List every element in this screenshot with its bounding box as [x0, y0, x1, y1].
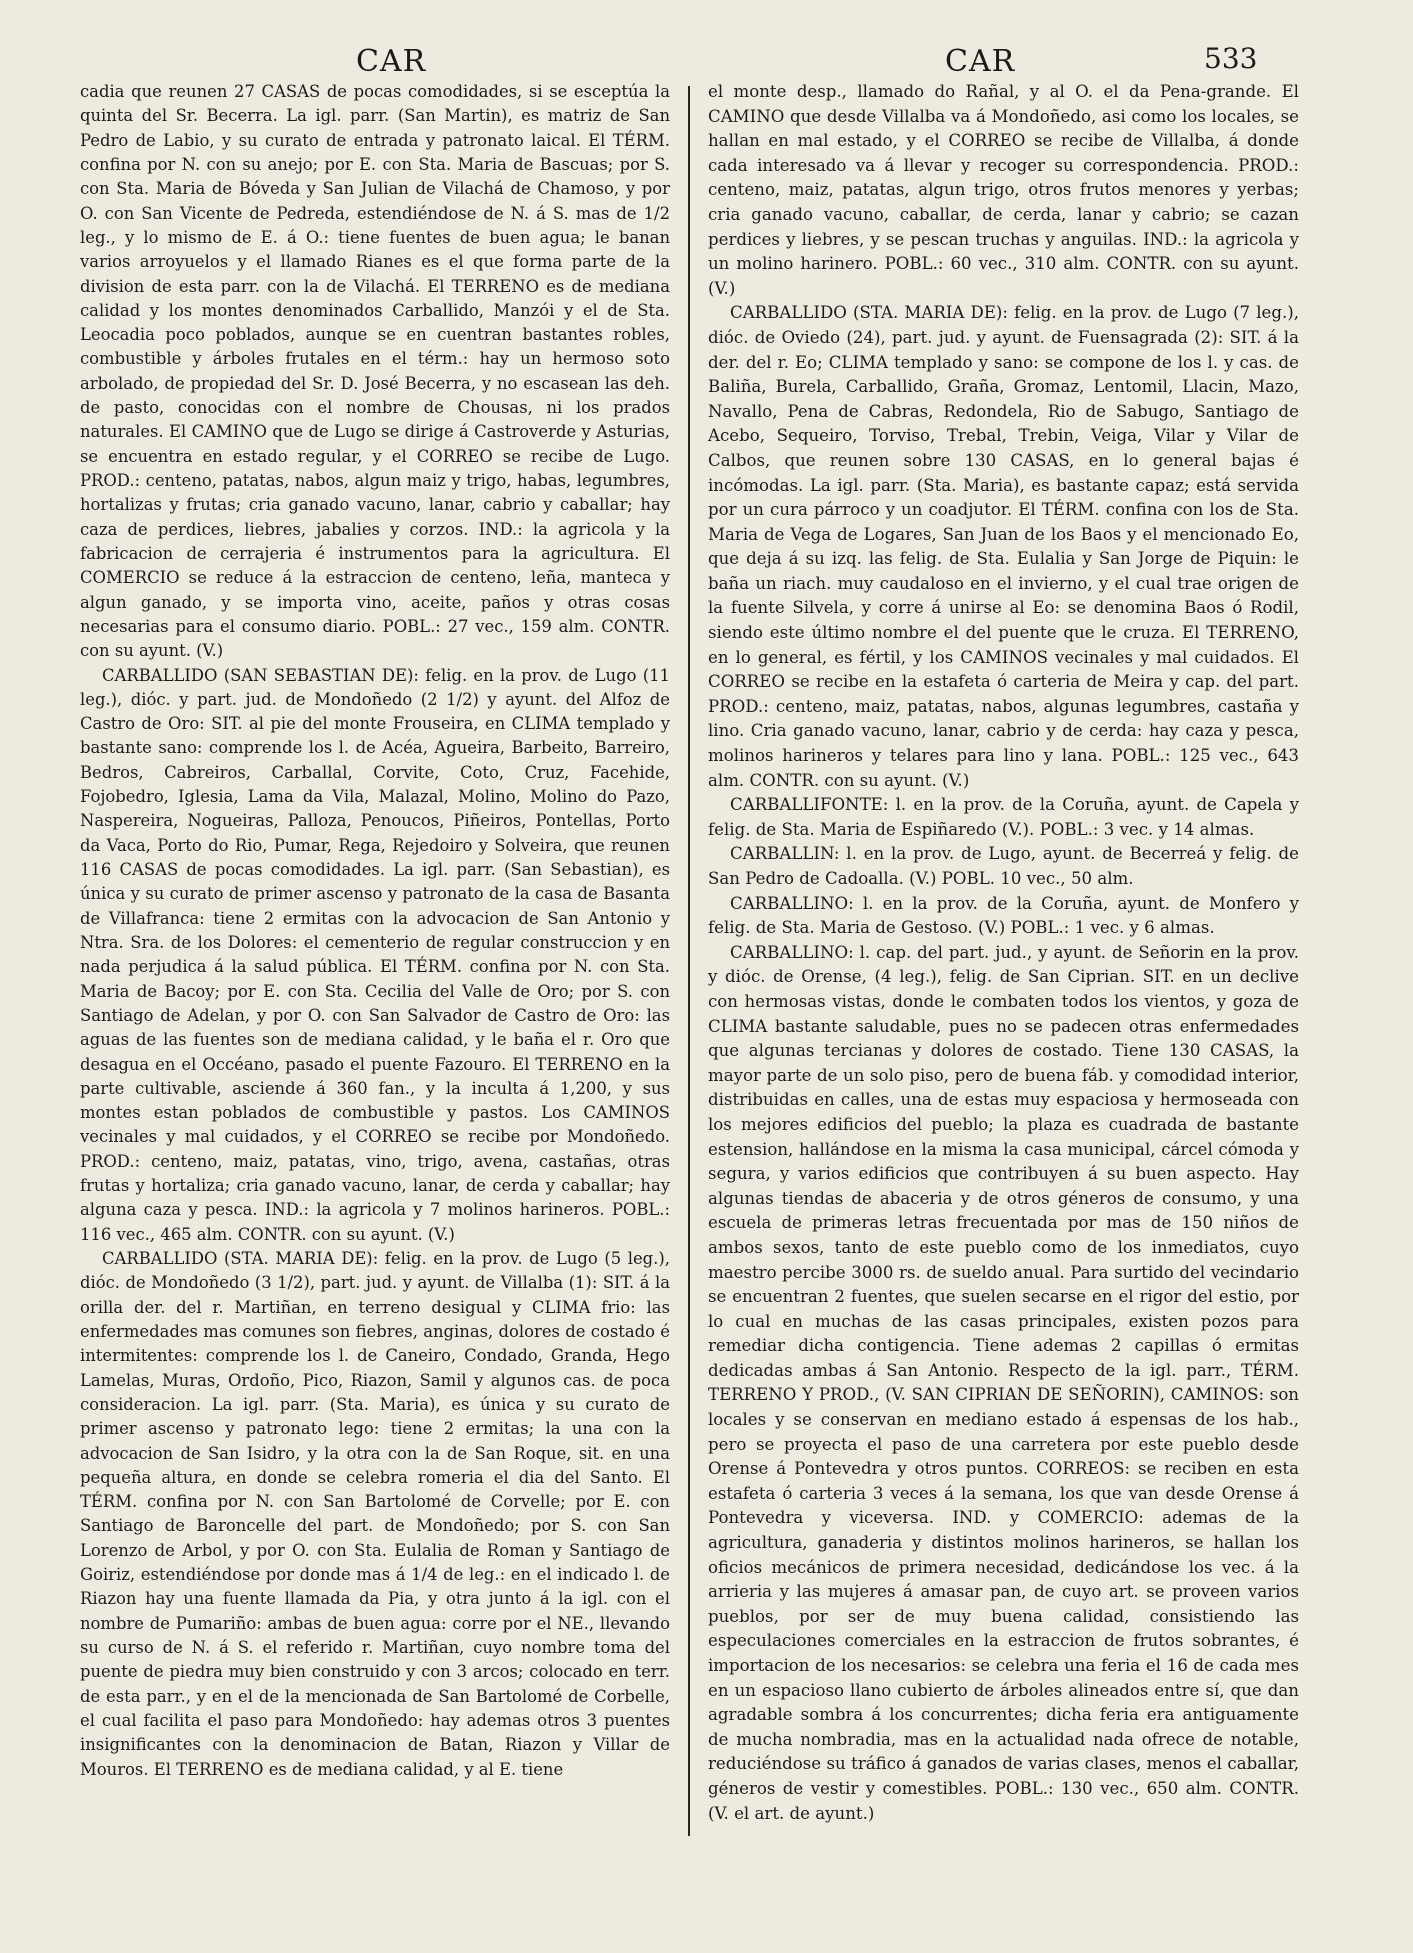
paragraph: CARBALLIDO (STA. MARIA DE): felig. en la prov. de Lugo (5 leg.), dióc. de Mondoñedo (3 1/2), part. jud. y ayunt. de Villalba (1): SIT. á la orilla der. del r. Martiñan, en terreno desigual y CLIMA frio: las enfermedades mas comunes son fiebres, anginas, dolores de costado é intermitentes: comprende los l. de Caneiro, Condado, Granda, Hego Lamelas, Muras, Ordoño, Pico, Riazon, Samil y algunos cas. de poca consideracion. La igl. parr. (Sta. Maria), es única y su curato de primer ascenso y patronato lego: tiene 2 ermitas; la una con la advocacion de San Isidro, y la otra con la de San Roque, sit. en una pequeña altura, en donde se celebra romeria el dia del Santo. El TÉRM. confina por N. con San Bartolomé de Corvelle; por E. con Santiago de Baroncelle del part. de Mondoñedo; por S. con San Lorenzo de Arbol, y por O. con Sta. Eulalia de Roman y Santiago de Goiriz, estendiéndose por donde mas á 1/4 de leg.: en el indicado l. de Riazon hay una fuente llamada da Pia, y otra junto á la igl. con el nombre de Pumariño: ambas de buen agua: corre por el NE., llevando su curso de N. á S. el referido r. Martiñan, cuyo nombre toma del puente de piedra muy bien construido y con 3 arcos; colocado en terr. de esta parr., y en el de la mencionada de San Bartolomé de Corbelle, el cual facilita el paso para Mondoñedo: hay ademas otros 3 puentes insignificantes con la denominacion de Batan, Riazon y Villar de Mouros. El TERRENO es de mediana calidad, y al E. tiene: [80, 1249, 670, 1779]
paragraph: CARBALLINO: l. en la prov. de la Coruña, ayunt. de Monfero y felig. de Sta. Maria de Gestoso. (V.) POBL.: 1 vec. y 6 almas.: [708, 893, 1299, 938]
column-divider: [688, 86, 690, 1836]
paragraph: el monte desp., llamado do Rañal, y al O. el da Pena-grande. El CAMINO que desde Villalba va á Mondoñedo, asi como los locales, se hallan en mal estado, y el CORREO se recibe de Villalba, á donde cada interesado va á llevar y recoger su correspondencia. PROD.: centeno, maiz, patatas, algun trigo, otros frutos menores y yerbas; cria ganado vacuno, caballar, de cerda, lanar y cabrio; se cazan perdices y liebres, y se pescan truchas y anguilas. IND.: la agricola y un molino harinero. POBL.: 60 vec., 310 alm. CONTR. con su ayunt. (V.): [708, 82, 1299, 298]
running-head-left: CAR: [356, 44, 427, 79]
right-column: [708, 80, 1299, 1826]
paragraph: CARBALLIDO (STA. MARIA DE): felig. en la prov. de Lugo (7 leg.), dióc. de Oviedo (24), part. jud. y ayunt. de Fuensagrada (2): SIT. á la der. del r. Eo; CLIMA templado y sano: se compone de los l. y cas. de Baliña, Burela, Carballido, Graña, Gromaz, Lentomil, Llacin, Mazo, Navallo, Pena de Cabras, Redondela, Rio de Sabugo, Santiago de Acebo, Sequeiro, Torviso, Trebal, Trebin, Veiga, Vilar y Vilar de Calbos, que reunen sobre 130 CASAS, en lo general bajas é incómodas. La igl. parr. (Sta. Maria), es bastante capaz; está servida por un cura párroco y un coadjutor. El TÉRM. confina con los de Sta. Maria de Vega de Logares, San Juan de los Baos y el mencionado Eo, que deja á su izq. las felig. de Sta. Eulalia y San Jorge de Piquin: le baña un riach. muy caudaloso en el invierno, y el cual trae origen de la fuente Silvela, y corre á unirse al Eo: se denomina Baos ó Rodil, siendo este último nombre el del puente que le cruza. El TERRENO, en lo general, es fértil, y los CAMINOS vecinales y mal cuidados. El CORREO se recibe en la estafeta ó carteria de Meira y cap. del part. PROD.: centeno, maiz, patatas, nabos, algunas legumbres, castaña y lino. Cria ganado vacuno, lanar, cabrio y de cerda: hay caza y pesca, molinos harineros y telares para lino y lana. POBL.: 125 vec., 643 alm. CONTR. con su ayunt. (V.): [708, 303, 1299, 790]
paragraph: CARBALLIDO (SAN SEBASTIAN DE): felig. en la prov. de Lugo (11 leg.), dióc. y part. jud. de Mondoñedo (2 1/2) y ayunt. del Alfoz de Castro de Oro: SIT. al pie del monte Frouseira, en CLIMA templado y bastante sano: comprende los l. de Acéa, Agueira, Barbeito, Barreiro, Bedros, Cabreiros, Carballal, Corvite, Coto, Cruz, Facehide, Fojobedro, Iglesia, Lama da Vila, Malazal, Molino, Molino do Pazo, Naspereira, Nogueiras, Palloza, Penoucos, Piñeiros, Pontellas, Porto da Vaca, Porto do Rio, Pumar, Rega, Rejedoiro y Solveira, que reunen 116 CASAS de pocas comodidades. La igl. parr. (San Sebastian), es única y su curato de primer ascenso y patronato de la casa de Basanta de Villafranca: tiene 2 ermitas con la advocacion de San Antonio y Ntra. Sra. de los Dolores: el cementerio de regular construccion y en nada perjudica á la salud pública. El TÉRM. confina por N. con Sta. Maria de Bacoy; por E. con Sta. Cecilia del Valle de Oro; por S. con Santiago de Adelan, y por O. con San Salvador de Castro de Oro: las aguas de las fuentes son de mediana calidad, y le baña el r. Oro que desagua en el Occéano, pasado el puente Fazouro. El TERRENO en la parte cultivable, asciende á 360 fan., y la inculta á 1,200, y sus montes estan poblados de combustible y pastos. Los CAMINOS vecinales y mal cuidados, y el CORREO se recibe por Mondoñedo. PROD.: centeno, maiz, patatas, vino, trigo, avena, castañas, otras frutas y hortaliza; cria ganado vacuno, lanar, de cerda y caballar; hay alguna caza y pesca. IND.: la agricola y 7 molinos harineros. POBL.: 116 vec., 465 alm. CONTR. con su ayunt. (V.): [80, 665, 670, 1244]
running-head-right: CAR: [945, 44, 1016, 79]
paragraph: CARBALLIFONTE: l. en la prov. de la Coruña, ayunt. de Capela y felig. de Sta. Maria de Espiñaredo (V.). POBL.: 3 vec. y 14 almas.: [708, 795, 1299, 839]
left-column: [80, 80, 670, 1782]
paragraph: CARBALLINO: l. cap. del part. jud., y ayunt. de Señorin en la prov. y dióc. de Orense, (4 leg.), felig. de San Ciprian. SIT. en un declive con hermosas vistas, donde le combaten todos los vientos, y goza de CLIMA bastante saludable, pues no se padecen otras enfermedades que algunas tercianas y dolores de costado. Tiene 130 CASAS, la mayor parte de un solo piso, pero de buena fáb. y comodidad interior, distribuidas en calles, una de estas muy espaciosa y hermoseada con los mejores edificios del pueblo; la plaza es cuadrada de bastante estension, hallándose en la misma la casa municipal, cárcel cómoda y segura, y varios edificios que contribuyen á su buen aspecto. Hay algunas tiendas de abaceria y de otros géneros de consumo, y una escuela de primeras letras frecuentada por mas de 150 niños de ambos sexos, tanto de este pueblo como de los inmediatos, cuyo maestro percibe 3000 rs. de sueldo anual. Para surtido del vecindario se encuentran 2 fuentes, que suelen secarse en el rigor del estio, por lo cual en muchas de las casas principales, existen pozos para remediar dicha contigencia. Tiene ademas 2 capillas ó ermitas dedicadas ambas á San Antonio. Respecto de la igl. parr., TÉRM. TERRENO Y PROD., (V. SAN CIPRIAN DE SEÑORIN), CAMINOS: son locales y se conservan en mediano estado á espensas de los hab., pero se proyecta el paso de una carretera por este pueblo desde Orense á Pontevedra y otros puntos. CORREOS: se reciben en esta estafeta ó carteria 3 veces á la semana, los que van desde Orense á Pontevedra y viceversa. IND. y COMERCIO: ademas de la agricultura, ganaderia y distintos molinos harineros, se hallan los oficios mecánicos de primera necesidad, dedicándose los vec. á la arrieria y las mujeres á amasar pan, de cuyo art. se proveen varios pueblos, por ser de muy buena calidad, consistiendo las especulaciones comerciales en la estraccion de frutos sobrantes, é importacion de los necesarios: se celebra una feria el 16 de cada mes en un espacioso llano cubierto de árboles alineados entre sí, que dan agradable sombra á los concurrentes; dicha feria era antiguamente de mucha nombradia, mas en la actualidad nada ofrece de notable, reduciéndose su tráfico á ganados de varias clases, menos el caballar, géneros de vestir y comestibles. POBL.: 130 vec., 650 alm. CONTR. (V. el art. de ayunt.): [708, 942, 1299, 1823]
page-header: [0, 36, 1413, 82]
page-number: 533: [1204, 42, 1258, 75]
paragraph: CARBALLIN: l. en la prov. de Lugo, ayunt. de Becerreá y felig. de San Pedro de Cadoalla. (V.) POBL. 10 vec., 50 alm.: [708, 844, 1299, 888]
paragraph: cadia que reunen 27 CASAS de pocas comodidades, si se esceptúa la quinta del Sr. Becerra. La igl. parr. (San Martin), es matriz de San Pedro de Labio, y su curato de entrada y patronato laical. El TÉRM. confina por N. con su anejo; por E. con Sta. Maria de Bascuas; por S. con Sta. Maria de Bóveda y San Julian de Vilachá de Chamoso, y por O. con San Vicente de Pedreda, estendiéndose de N. á S. mas de 1/2 leg., y lo mismo de E. á O.: tiene fuentes de buen agua; le banan varios arroyuelos y el llamado Rianes es el que forma parte de la division de esta parr. con la de Vilachá. El TERRENO es de mediana calidad y los montes denominados Carballido, Manzói y el de Sta. Leocadia poco poblados, aunque se en cuentran bastantes robles, combustible y árboles frutales en el térm.: hay un hermoso soto arbolado, de propiedad del Sr. D. José Becerra, y no escasean las deh. de pasto, conocidas con el nombre de Chousas, ni los prados naturales. El CAMINO que de Lugo se dirige á Castroverde y Asturias, se encuentra en estado regular, y el CORREO se recibe de Lugo. PROD.: centeno, patatas, nabos, algun maiz y trigo, habas, legumbres, hortalizas y frutas; cria ganado vacuno, lanar, cabrio y caballar; hay caza de perdices, liebres, jabalies y corzos. IND.: la agricola y la fabricacion de cerrajeria é instrumentos para la agricultura. El COMERCIO se reduce á la estraccion de centeno, leña, manteca y algun ganado, y se importa vino, aceite, paños y otras cosas necesarias para el consumo diario. POBL.: 27 vec., 159 alm. CONTR. con su ayunt. (V.): [80, 82, 670, 661]
